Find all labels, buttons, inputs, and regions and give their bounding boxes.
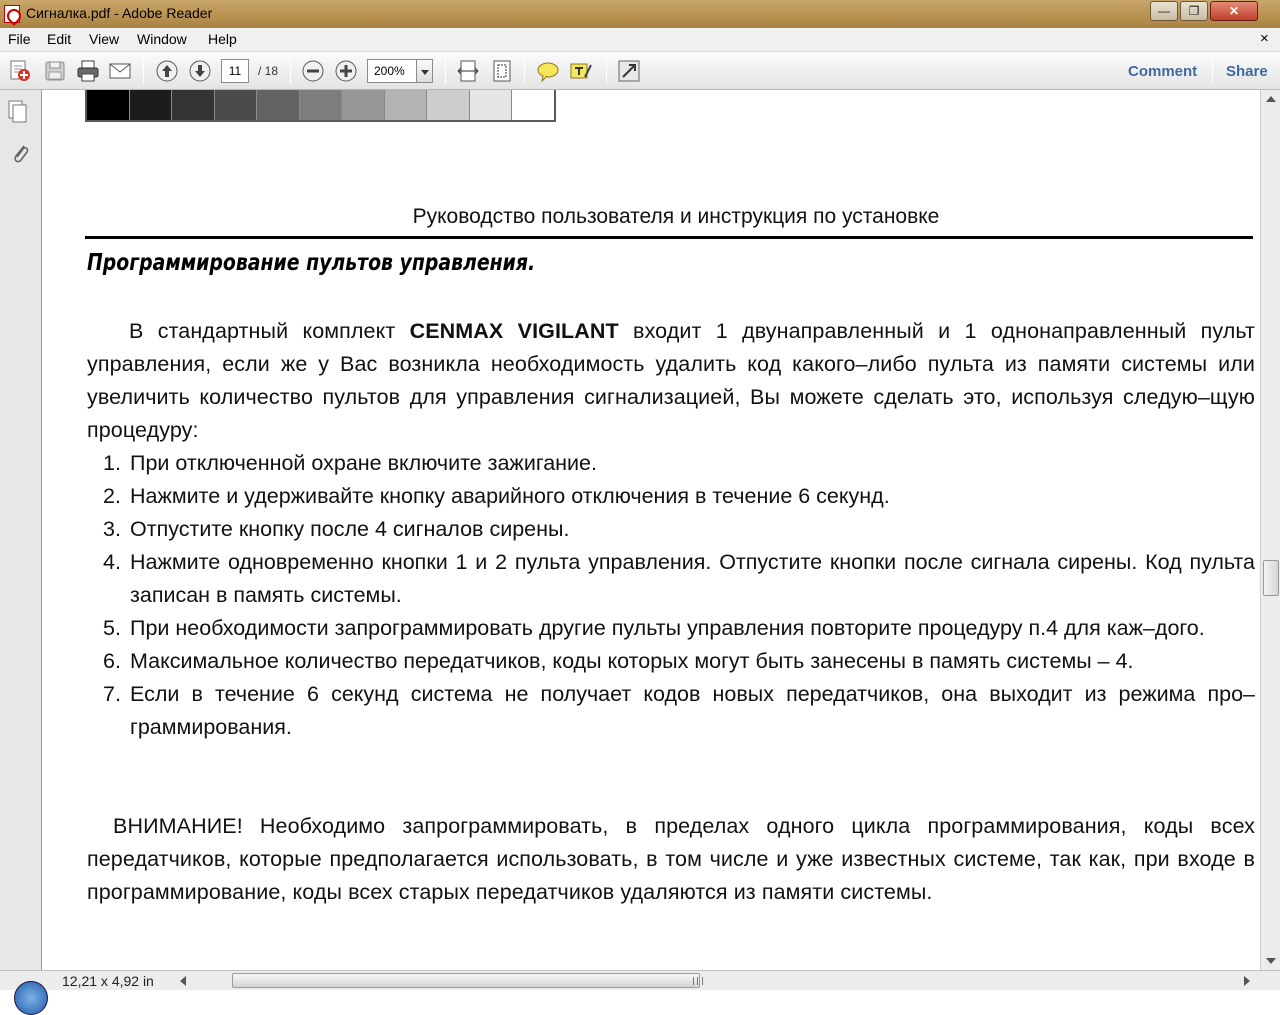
close-document-button[interactable]: × xyxy=(1260,30,1269,47)
list-item xyxy=(87,612,1255,645)
running-header: Руководство пользователя и инструкция по установке xyxy=(412,205,940,228)
menu-edit[interactable]: Edit xyxy=(47,31,72,47)
menu-help[interactable]: Help xyxy=(208,31,237,47)
fit-width-icon[interactable] xyxy=(456,59,480,83)
share-button[interactable]: Share xyxy=(1226,63,1268,80)
step-text: Отпустите кнопку после 4 сигналов сирены. xyxy=(130,517,570,541)
step-number: 1. xyxy=(103,451,121,475)
gray-swatch xyxy=(512,90,554,120)
print-icon[interactable] xyxy=(76,59,100,83)
step-text: Нажмите и удерживайте кнопку аварийного отключения в течение 6 секунд. xyxy=(130,484,890,508)
gray-swatch xyxy=(257,90,300,120)
pdf-app-icon xyxy=(4,5,20,23)
step-number: 6. xyxy=(103,649,121,673)
grayscale-swatch-strip xyxy=(85,90,556,122)
sticky-note-icon[interactable] xyxy=(536,59,560,83)
title-bar xyxy=(0,0,1280,28)
highlight-text-icon[interactable] xyxy=(569,59,593,83)
close-window-button[interactable]: ✕ xyxy=(1210,1,1258,21)
scroll-left-arrow-icon[interactable] xyxy=(180,976,186,986)
gray-swatch xyxy=(87,90,130,120)
maximize-button[interactable]: ❐ xyxy=(1180,1,1208,21)
attachments-icon[interactable] xyxy=(10,140,30,166)
expand-icon[interactable] xyxy=(617,59,641,83)
toolbar-separator xyxy=(1212,58,1213,84)
warning-paragraph: ВНИМАНИЕ! Необходимо запрограммировать, в пределах одного цикла программирования, коды всех передатчиков, которые предполагается использовать, в том числе и уже известных системе, так как, при входе в программирование, коды всех старых передатчиков удаляются из памяти системы. xyxy=(87,814,1255,904)
brand-name: CENMAX VIGILANT xyxy=(409,319,619,343)
step-text: Максимальное количество передатчиков, коды которых могут быть занесены в память системы – 4. xyxy=(130,649,1134,673)
list-item xyxy=(87,678,1255,744)
header-rule xyxy=(85,236,1253,239)
minimize-button[interactable]: — xyxy=(1150,1,1178,21)
step-text: Нажмите одновременно кнопки 1 и 2 пульта управления. Отпустите кнопки после сигнала сирены. Код пульта записан в память системы. xyxy=(130,550,1255,607)
zoom-in-icon[interactable] xyxy=(334,59,358,83)
scroll-right-arrow-icon[interactable] xyxy=(1244,976,1250,986)
window-title: Сигналка.pdf - Adobe Reader xyxy=(26,5,213,21)
email-icon[interactable] xyxy=(108,59,132,83)
section-title: Программирование пультов управления. xyxy=(87,250,536,276)
page-total: / 18 xyxy=(258,64,279,78)
toolbar-separator xyxy=(290,58,291,84)
gray-swatch xyxy=(470,90,513,120)
intro-text-start: В стандартный комплект xyxy=(129,319,410,343)
fit-page-icon[interactable] xyxy=(490,59,514,83)
gray-swatch xyxy=(385,90,428,120)
gray-swatch xyxy=(427,90,470,120)
intro-text-rest: входит 1 двунаправленный и 1 однонаправленный пульт управления, если же у Вас возникла необходимость удалить код какого–либо пульта из памяти системы или увеличить количество пультов для управления сигнализацией, Вы можете сделать это, используя следую–щую процедуру: xyxy=(87,319,1255,442)
step-number: 5. xyxy=(103,616,121,640)
menu-bar xyxy=(0,28,1280,52)
gray-swatch xyxy=(342,90,385,120)
list-item xyxy=(87,513,1255,546)
document-view xyxy=(42,90,1260,970)
procedure-steps xyxy=(87,447,1255,744)
horizontal-scroll-thumb[interactable] xyxy=(232,973,700,988)
scroll-grip-icon xyxy=(693,977,703,985)
step-number: 4. xyxy=(103,550,121,574)
scroll-down-arrow-icon[interactable] xyxy=(1266,958,1276,964)
vertical-scrollbar[interactable] xyxy=(1260,90,1280,970)
step-number: 3. xyxy=(103,517,121,541)
step-number: 2. xyxy=(103,484,121,508)
page-dimensions: 12,21 x 4,92 in xyxy=(62,973,154,989)
navigation-panel xyxy=(0,90,42,970)
toolbar-separator xyxy=(143,58,144,84)
save-icon[interactable] xyxy=(43,59,67,83)
list-item xyxy=(87,546,1255,612)
list-item xyxy=(87,480,1255,513)
gray-swatch xyxy=(300,90,343,120)
page-thumbnails-icon[interactable] xyxy=(8,100,28,124)
step-text: При необходимости запрограммировать другие пульты управления повторите процедуру п.4 для каж–дого. xyxy=(130,616,1205,640)
list-item xyxy=(87,447,1255,480)
toolbar-separator xyxy=(606,58,607,84)
gray-swatch xyxy=(130,90,173,120)
toolbar xyxy=(0,52,1280,90)
previous-page-icon[interactable] xyxy=(155,59,179,83)
vertical-scroll-thumb[interactable] xyxy=(1263,560,1279,596)
next-page-icon[interactable] xyxy=(188,59,212,83)
zoom-level-input[interactable]: 200% xyxy=(367,59,417,83)
scroll-up-arrow-icon[interactable] xyxy=(1266,96,1276,102)
step-text: Если в течение 6 секунд система не получает кодов новых передатчиков, она выходит из режима про–граммирования. xyxy=(130,682,1255,739)
create-pdf-icon[interactable] xyxy=(8,59,32,83)
page-number-input[interactable]: 11 xyxy=(221,59,249,83)
comment-button[interactable]: Comment xyxy=(1128,63,1198,80)
intro-paragraph xyxy=(87,315,1255,447)
gray-swatch xyxy=(172,90,215,120)
zoom-out-icon[interactable] xyxy=(301,59,325,83)
toolbar-separator xyxy=(524,58,525,84)
status-bar xyxy=(0,970,1280,990)
menu-file[interactable]: File xyxy=(8,31,31,47)
menu-window[interactable]: Window xyxy=(137,31,187,47)
zoom-dropdown-arrow[interactable] xyxy=(417,59,433,83)
step-text: При отключенной охране включите зажигание. xyxy=(130,451,597,475)
menu-view[interactable]: View xyxy=(89,31,120,47)
gray-swatch xyxy=(215,90,258,120)
toolbar-separator xyxy=(445,58,446,84)
start-orb-icon xyxy=(14,981,48,1015)
list-item xyxy=(87,645,1255,678)
step-number: 7. xyxy=(103,682,121,706)
